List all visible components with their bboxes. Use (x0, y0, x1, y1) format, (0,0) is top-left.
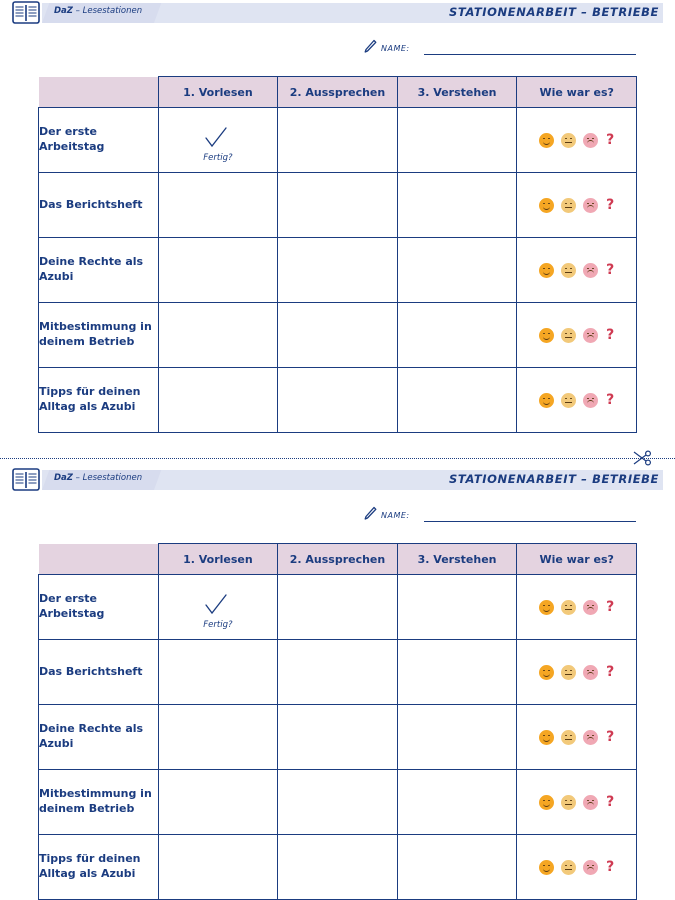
cell-verstehen[interactable] (397, 108, 517, 173)
task-label: Tipps für deinen Alltag als Azubi (39, 835, 159, 900)
column-header-vorlesen: 1. Vorlesen (158, 544, 278, 575)
column-header-blank (39, 77, 159, 108)
cell-vorlesen[interactable] (158, 173, 278, 238)
mood-sad-icon[interactable] (583, 133, 598, 148)
task-label: Das Berichtsheft (39, 173, 159, 238)
worksheet-copy-2 (0, 467, 675, 900)
header-tab-label-rest: – Lesestationen (72, 473, 143, 483)
mood-happy-icon[interactable] (539, 133, 554, 148)
cut-line (0, 449, 675, 467)
cell-vorlesen[interactable] (158, 575, 278, 640)
mood-question-mark[interactable]: ? (606, 664, 615, 680)
mood-sad-icon[interactable] (583, 730, 598, 745)
mood-group (517, 665, 636, 680)
table-row (39, 368, 637, 433)
mood-question-mark[interactable]: ? (606, 132, 615, 148)
mood-question-mark[interactable]: ? (606, 729, 615, 745)
open-book-icon (12, 467, 40, 493)
column-header-aussprechen: 2. Aussprechen (278, 77, 398, 108)
mood-group (517, 860, 636, 875)
pencil-icon (363, 39, 377, 55)
pencil-icon (363, 506, 377, 522)
stations-table-wrap (38, 543, 637, 900)
mood-neutral-icon[interactable] (561, 730, 576, 745)
mood-group (517, 795, 636, 810)
mood-group (517, 328, 636, 343)
column-header-wie-war-es: Wie war es? (517, 77, 637, 108)
name-field-row (0, 36, 675, 62)
mood-happy-icon[interactable] (539, 393, 554, 408)
cell-mood[interactable] (517, 108, 637, 173)
cell-verstehen[interactable] (397, 640, 517, 705)
cell-verstehen[interactable] (397, 238, 517, 303)
mood-neutral-icon[interactable] (561, 795, 576, 810)
mood-happy-icon[interactable] (539, 600, 554, 615)
mood-question-mark[interactable]: ? (606, 599, 615, 615)
mood-happy-icon[interactable] (539, 860, 554, 875)
column-header-verstehen: 3. Verstehen (397, 544, 517, 575)
task-label: Tipps für deinen Alltag als Azubi (39, 368, 159, 433)
fertig-note: Fertig? (203, 152, 233, 163)
fertig-note: Fertig? (203, 619, 233, 630)
cell-aussprechen[interactable] (278, 640, 398, 705)
stations-table (38, 543, 637, 900)
mood-neutral-icon[interactable] (561, 328, 576, 343)
name-input[interactable] (424, 521, 636, 522)
name-input[interactable] (424, 54, 636, 55)
mood-group (517, 393, 636, 408)
cell-verstehen[interactable] (397, 173, 517, 238)
header-tab-label-bold: DaZ (54, 6, 73, 16)
mood-neutral-icon[interactable] (561, 263, 576, 278)
task-label: Der erste Arbeitstag (39, 108, 159, 173)
mood-question-mark[interactable]: ? (606, 197, 615, 213)
cell-aussprechen[interactable] (278, 303, 398, 368)
cell-aussprechen[interactable] (278, 238, 398, 303)
cell-vorlesen[interactable] (158, 238, 278, 303)
mood-group (517, 600, 636, 615)
mood-group (517, 133, 636, 148)
stations-table-wrap (38, 76, 637, 433)
page-title: STATIONENARBEIT – BETRIEBE (449, 5, 659, 19)
cell-vorlesen[interactable] (158, 770, 278, 835)
cell-mood[interactable] (517, 368, 637, 433)
name-field-row (0, 503, 675, 529)
mood-happy-icon[interactable] (539, 263, 554, 278)
table-row (39, 238, 637, 303)
table-head (39, 544, 637, 575)
cell-verstehen[interactable] (397, 835, 517, 900)
cell-mood[interactable] (517, 835, 637, 900)
table-row (39, 173, 637, 238)
mood-sad-icon[interactable] (583, 263, 598, 278)
cell-mood[interactable] (517, 575, 637, 640)
header-tab-label (54, 6, 142, 16)
cell-mood[interactable] (517, 303, 637, 368)
mood-question-mark[interactable]: ? (606, 859, 615, 875)
column-header-blank (39, 544, 159, 575)
name-label: NAME: (381, 44, 410, 53)
name-label: NAME: (381, 511, 410, 520)
cell-aussprechen[interactable] (278, 173, 398, 238)
mood-group (517, 263, 636, 278)
mood-happy-icon[interactable] (539, 795, 554, 810)
mood-neutral-icon[interactable] (561, 133, 576, 148)
mood-happy-icon[interactable] (539, 665, 554, 680)
cell-mood[interactable] (517, 173, 637, 238)
table-row (39, 303, 637, 368)
table-body (39, 575, 637, 900)
cell-aussprechen[interactable] (278, 705, 398, 770)
mood-neutral-icon[interactable] (561, 393, 576, 408)
table-row (39, 575, 637, 640)
task-label: Der erste Arbeitstag (39, 575, 159, 640)
column-header-aussprechen: 2. Aussprechen (278, 544, 398, 575)
cell-aussprechen[interactable] (278, 835, 398, 900)
mood-question-mark[interactable]: ? (606, 327, 615, 343)
cell-aussprechen[interactable] (278, 770, 398, 835)
table-row (39, 108, 637, 173)
page-title: STATIONENARBEIT – BETRIEBE (449, 472, 659, 486)
mood-sad-icon[interactable] (583, 665, 598, 680)
mood-sad-icon[interactable] (583, 860, 598, 875)
task-label: Das Berichtsheft (39, 640, 159, 705)
mood-question-mark[interactable]: ? (606, 794, 615, 810)
cut-line-dots (0, 458, 675, 459)
mood-sad-icon[interactable] (583, 393, 598, 408)
checkmark-icon (196, 124, 240, 152)
task-label: Deine Rechte als Azubi (39, 705, 159, 770)
cell-verstehen[interactable] (397, 575, 517, 640)
cell-vorlesen[interactable] (158, 835, 278, 900)
mood-sad-icon[interactable] (583, 600, 598, 615)
mood-neutral-icon[interactable] (561, 665, 576, 680)
table-row (39, 835, 637, 900)
cell-verstehen[interactable] (397, 705, 517, 770)
mood-happy-icon[interactable] (539, 730, 554, 745)
table-body (39, 108, 637, 433)
mood-sad-icon[interactable] (583, 328, 598, 343)
mood-question-mark[interactable]: ? (606, 392, 615, 408)
cell-vorlesen[interactable] (158, 640, 278, 705)
header-tab-label-rest: – Lesestationen (72, 6, 143, 16)
checkmark-icon (196, 591, 240, 619)
cell-verstehen[interactable] (397, 303, 517, 368)
cell-verstehen[interactable] (397, 770, 517, 835)
table-header-row (39, 77, 637, 108)
mood-group (517, 198, 636, 213)
table-row (39, 705, 637, 770)
task-label: Mitbestimmung in deinem Betrieb (39, 770, 159, 835)
cell-aussprechen[interactable] (278, 368, 398, 433)
column-header-vorlesen: 1. Vorlesen (158, 77, 278, 108)
mood-neutral-icon[interactable] (561, 600, 576, 615)
open-book-icon (12, 0, 40, 26)
stations-table (38, 76, 637, 433)
cell-mood[interactable] (517, 640, 637, 705)
header-tab-label-bold: DaZ (54, 473, 73, 483)
table-row (39, 770, 637, 835)
cell-verstehen[interactable] (397, 368, 517, 433)
mood-sad-icon[interactable] (583, 198, 598, 213)
mood-neutral-icon[interactable] (561, 198, 576, 213)
page-header (12, 0, 663, 26)
table-head (39, 77, 637, 108)
column-header-verstehen: 3. Verstehen (397, 77, 517, 108)
table-row (39, 640, 637, 705)
cell-vorlesen[interactable] (158, 705, 278, 770)
mood-group (517, 730, 636, 745)
mood-happy-icon[interactable] (539, 198, 554, 213)
cell-aussprechen[interactable] (278, 575, 398, 640)
task-label: Deine Rechte als Azubi (39, 238, 159, 303)
header-tab-label (54, 473, 142, 483)
cell-vorlesen[interactable] (158, 368, 278, 433)
mood-happy-icon[interactable] (539, 328, 554, 343)
task-label: Mitbestimmung in deinem Betrieb (39, 303, 159, 368)
scissors-icon (631, 449, 653, 467)
worksheet-copy-1 (0, 0, 675, 433)
mood-neutral-icon[interactable] (561, 860, 576, 875)
cell-vorlesen[interactable] (158, 303, 278, 368)
cell-vorlesen[interactable] (158, 108, 278, 173)
mood-sad-icon[interactable] (583, 795, 598, 810)
cell-mood[interactable] (517, 705, 637, 770)
column-header-wie-war-es: Wie war es? (517, 544, 637, 575)
cell-mood[interactable] (517, 770, 637, 835)
mood-question-mark[interactable]: ? (606, 262, 615, 278)
page-header (12, 467, 663, 493)
cell-mood[interactable] (517, 238, 637, 303)
table-header-row (39, 544, 637, 575)
cell-aussprechen[interactable] (278, 108, 398, 173)
